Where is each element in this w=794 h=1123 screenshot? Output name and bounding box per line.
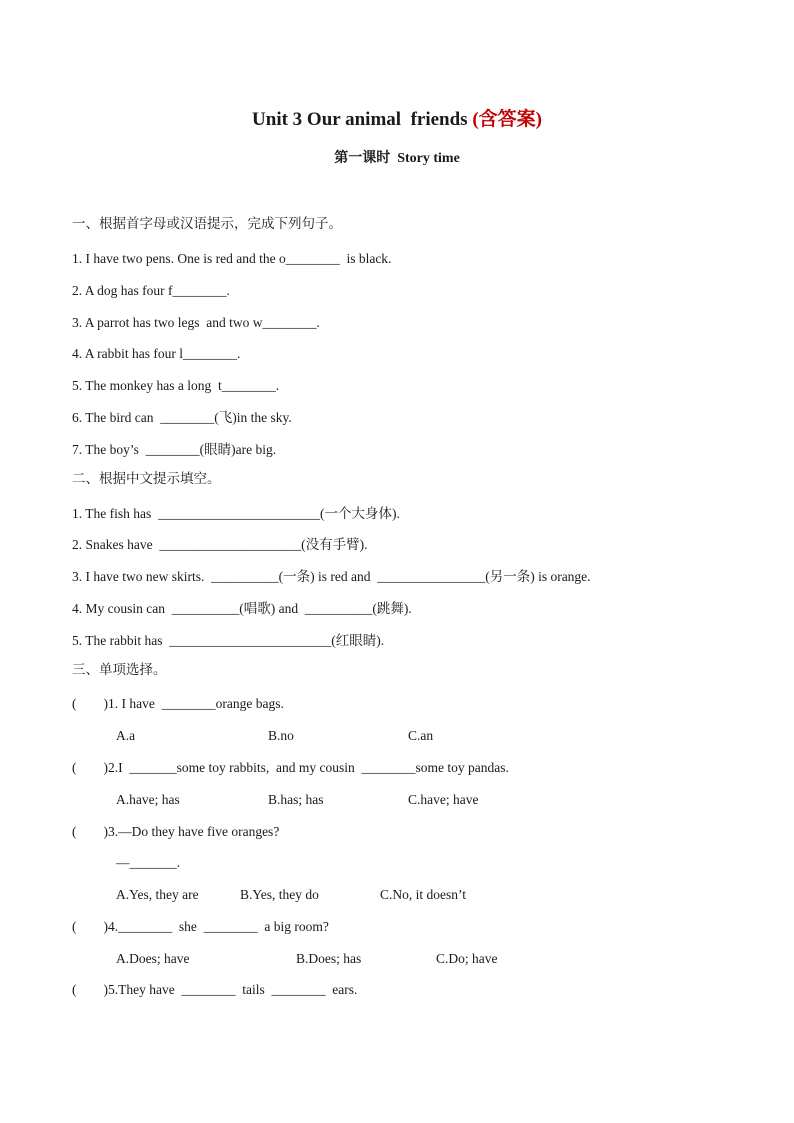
title-answer-note: (含答案) — [472, 109, 542, 130]
s1-question-2: 2. A dog has four f________. — [72, 283, 230, 298]
s1-question-1: 1. I have two pens. One is red and the o________ is black. — [72, 251, 392, 266]
s3-q1-stem: ( )1. I have ________orange bags. — [72, 696, 284, 711]
s1-question-3: 3. A parrot has two legs and two w________. — [72, 315, 320, 330]
s3-q4-stem: ( )4.________ she ________ a big room? — [72, 919, 329, 934]
s3-q2-stem: ( )2.I _______some toy rabbits, and my cousin ________some toy pandas. — [72, 760, 509, 775]
s3-q4-option-a: A.Does; have — [116, 951, 190, 966]
s2-question-4: 4. My cousin can __________(唱歌) and __________(跳舞). — [72, 601, 412, 616]
s3-q1-option-c: C.an — [408, 728, 434, 743]
s3-q3-option-c: C.No, it doesn’t — [380, 887, 467, 902]
section3-heading: 三、单项选择。 — [72, 662, 167, 678]
s3-q2-option-a: A.have; has — [116, 792, 180, 807]
s3-q4-option-b: B.Does; has — [296, 951, 362, 966]
s3-q5-stem: ( )5.They have ________ tails ________ ears. — [72, 982, 358, 997]
s2-question-5: 5. The rabbit has ________________________(红眼睛). — [72, 633, 385, 648]
s3-q4-option-c: C.Do; have — [436, 951, 498, 966]
lesson-subtitle: 第一课时 Story time — [334, 151, 460, 166]
s3-q2-option-b: B.has; has — [268, 792, 324, 807]
s3-q3-option-a: A.Yes, they are — [116, 887, 199, 902]
s3-q3-stem: ( )3.—Do they have five oranges? — [72, 824, 280, 839]
title-main: Unit 3 Our animal friends — [252, 109, 473, 130]
s1-question-6: 6. The bird can ________(飞)in the sky. — [72, 410, 292, 425]
s3-q1-option-b: B.no — [268, 728, 294, 743]
section1-heading: 一、根据首字母或汉语提示，完成下列句子。 — [72, 216, 342, 232]
s3-q1-option-a: A.a — [116, 728, 136, 743]
section2-heading: 二、根据中文提示填空。 — [72, 471, 221, 487]
page-title — [0, 104, 794, 131]
s3-q3-answer-line: —_______. — [116, 855, 181, 870]
s3-q3-option-b: B.Yes, they do — [240, 887, 319, 902]
s2-question-2: 2. Snakes have _____________________(没有手臂). — [72, 537, 368, 552]
s1-question-5: 5. The monkey has a long t________. — [72, 378, 280, 393]
s1-question-7: 7. The boy’s ________(眼睛)are big. — [72, 442, 277, 457]
s2-question-1: 1. The fish has ________________________(一个大身体). — [72, 506, 400, 521]
s3-q2-option-c: C.have; have — [408, 792, 479, 807]
s2-question-3: 3. I have two new skirts. __________(一条) is red and ________________(另一条) is orange. — [72, 569, 591, 584]
s1-question-4: 4. A rabbit has four l________. — [72, 346, 241, 361]
